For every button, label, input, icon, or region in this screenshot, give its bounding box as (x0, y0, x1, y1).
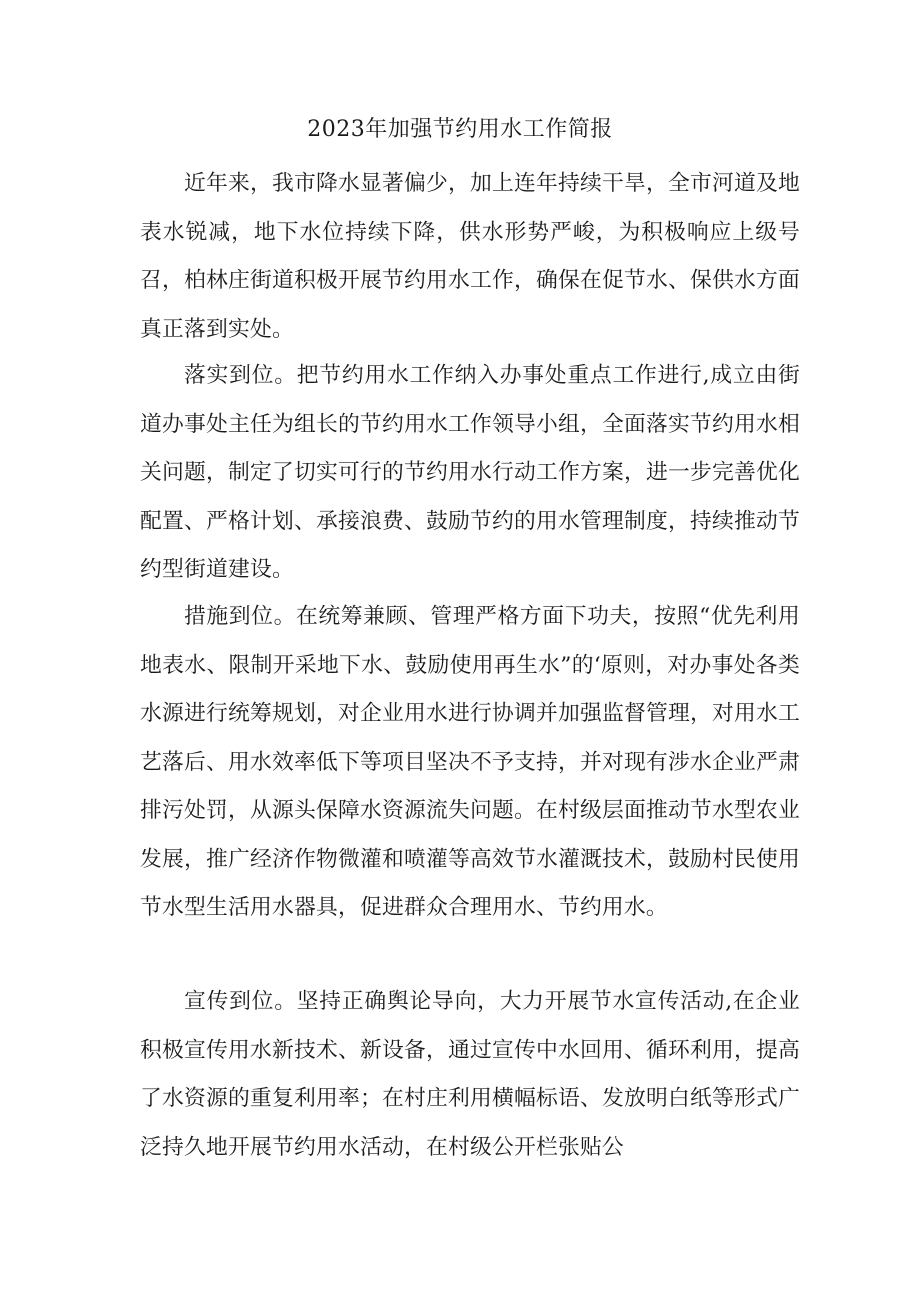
paragraph-implementation: 落实到位。把节约用水工作纳入办事处重点工作进行,成立由街道办事处主任为组长的节约用水工作领导小组，全面落实节约用水相关问题，制定了切实可行的节约用水行动工作方案，进一步完善优化配置、严格计划、承接浪费、鼓励节约的用水管理制度，持续推动节约型街道建设。 (140, 363, 800, 582)
paragraph-intro: 近年来，我市降水显著偏少，加上连年持续干旱，全市河道及地表水锐减，地下水位持续下降，供水形势严峻，为积极响应上级号召，柏林庄街道积极开展节约用水工作，确保在促节水、保供水方面真正落到实处。 (140, 171, 800, 342)
document-title: 2023年加强节约用水工作简报 (307, 117, 613, 142)
paragraph-measures: 措施到位。在统筹兼顾、管理严格方面下功夫，按照“优先利用地表水、限制开采地下水、鼓励使用再生水”的‘原则，对办事处各类水源进行统筹规划，对企业用水进行协调并加强监督管理，对用水工艺落后、用水效率低下等项目坚决不予支持，并对现有涉水企业严肃排污处罚，从源头保障水资源流失问题。在村级层面推动节水型农业发展，推广经济作物微灌和喷灌等高效节水灌溉技术，鼓励村民使用节水型生活用水器具，促进群众合理用水、节约用水。 (140, 604, 800, 920)
paragraph-publicity: 宣传到位。坚持正确舆论导向，大力开展节水宣传活动,在企业积极宣传用水新技术、新设备，通过宣传中水回用、循环利用，提高了水资源的重复利用率；在村庄利用横幅标语、发放明白纸等形式广泛持久地开展节约用水活动，在村级公开栏张贴公 (140, 989, 800, 1160)
